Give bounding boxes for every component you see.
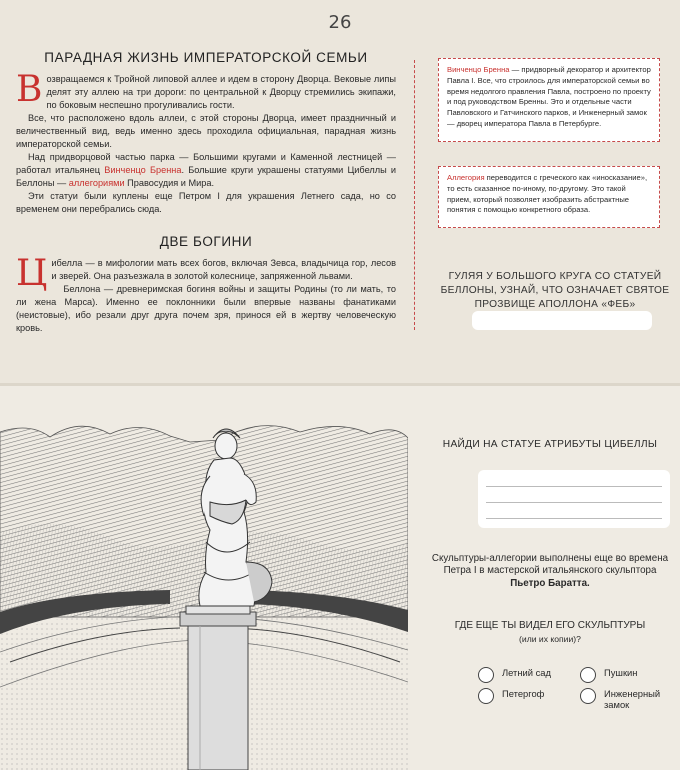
dropcap-ts: Ц <box>16 253 48 294</box>
section-title-imperial-life: ПАРАДНАЯ ЖИЗНЬ ИМПЕРАТОРСКОЙ СЕМЬИ <box>44 50 368 65</box>
checkbox-circle[interactable] <box>478 688 494 704</box>
quiz-panel <box>420 385 680 770</box>
question-other-sculptures: ГДЕ ЕЩЕ ТЫ ВИДЕЛ ЕГО СКУЛЬПТУРЫ (или их копии)? <box>454 620 646 644</box>
paragraph-3: Над придворцовой частью парка — Большими кругами и Каменной лестницей — работал итальянец Винченцо Бренна. Большие круги украшены статуями Цибеллы и Беллоны — аллегориями Правосудия и Мира. <box>16 152 396 188</box>
question-cybele-attributes: НАЙДИ НА СТАТУЕ АТРИБУТЫ ЦИБЕЛЛЫ <box>442 439 658 450</box>
answer-line <box>486 486 662 487</box>
link-allegory[interactable]: аллегориями <box>68 178 125 188</box>
option-pushkin[interactable]: Пушкин <box>580 667 637 683</box>
section-title-two-goddesses: ДВЕ БОГИНИ <box>159 234 253 249</box>
note-text-allegory: переводится с греческого как «иносказание», то есть сказанное по-иному, по-другому. Это такой прием, который позволяет изобразить абстрактные понятия с помощью конкретного образа. <box>447 173 648 215</box>
sculptor-description: Скульптуры-аллегории выполнены еще во времена Петра I в мастерской итальянского скульптора Пьетро Баратта. <box>420 553 680 590</box>
paragraph-bellona: Беллона — древнеримская богиня войны и защиты Родины (то ли мать, то ли жена Марса). Именно ее поклонники были впервые названы фанатиками (неистовые), ибо резали друг друга почем зря, принося ей в жертву человеческую кровь. <box>16 284 396 333</box>
option-summer-garden[interactable]: Летний сад <box>478 667 551 683</box>
note-brenna <box>438 58 660 142</box>
note-term-allegory: Аллегория <box>447 173 485 182</box>
statue-illustration <box>0 412 408 770</box>
checkbox-circle[interactable] <box>580 688 596 704</box>
dropcap-v: В <box>16 69 43 110</box>
answer-line <box>486 502 662 503</box>
section-body-imperial-life <box>16 69 396 216</box>
main-text-column <box>16 50 396 335</box>
section-body-two-goddesses <box>16 253 396 335</box>
page-number: 26 <box>328 12 352 33</box>
pedestal <box>180 606 256 770</box>
checkbox-circle[interactable] <box>580 667 596 683</box>
paragraph-1: озвращаемся к Тройной липовой аллее и идем в сторону Дворца. Вековые липы делят эту аллею на три дороги: по центральной к Дворцу стремились экипажи, по боковым неспешно прогуливались гости. <box>46 74 396 110</box>
link-brenna[interactable]: Винченцо Бренна <box>104 165 182 175</box>
answer-line <box>486 518 662 519</box>
answer-field-attributes[interactable] <box>478 470 670 528</box>
note-allegory <box>438 166 660 228</box>
paragraph-cybele: ибелла — в мифологии мать всех богов, включая Зевса, владычица гор, лесов и зверей. Она разъезжала в золотой колеснице, запряженной львами. <box>51 258 396 281</box>
column-divider <box>414 60 415 330</box>
sculptor-name: Пьетро Баратта. <box>510 577 590 589</box>
answer-field-apollo[interactable] <box>472 311 652 330</box>
paragraph-2: Все, что расположено вдоль аллеи, с этой стороны Дворца, имеет праздничный и величественный вид, ведь именно здесь проходила официальная, парадная жизнь императорской семьи. <box>16 113 396 149</box>
option-peterhof[interactable]: Петергоф <box>478 688 544 704</box>
note-term-brenna: Винченцо Бренна <box>447 65 510 74</box>
option-engineering-castle[interactable]: Инженерный замок <box>580 688 670 710</box>
checkbox-circle[interactable] <box>478 667 494 683</box>
question-apollo: ГУЛЯЯ У БОЛЬШОГО КРУГА СО СТАТУЕЙ БЕЛЛОНЫ, УЗНАЙ, ЧТО ОЗНАЧАЕТ СВЯТОЕ ПРОЗВИЩЕ АПОЛЛОНА «ФЕБ» <box>440 271 670 310</box>
note-text-brenna: — придворный декоратор и архитектор Павла I. Все, что строилось для императорской семьи во время недолгого правления Павла, построено по проекту и под руководством Бренны. Это и отдельные части Павловского и Гатчинского парков, и Инженерный замок — дворец императора Павла в Петербурге. <box>447 65 651 128</box>
paragraph-4: Эти статуи были куплены еще Петром I для украшения Летнего сада, но со временем они перебрались сюда. <box>16 191 396 214</box>
